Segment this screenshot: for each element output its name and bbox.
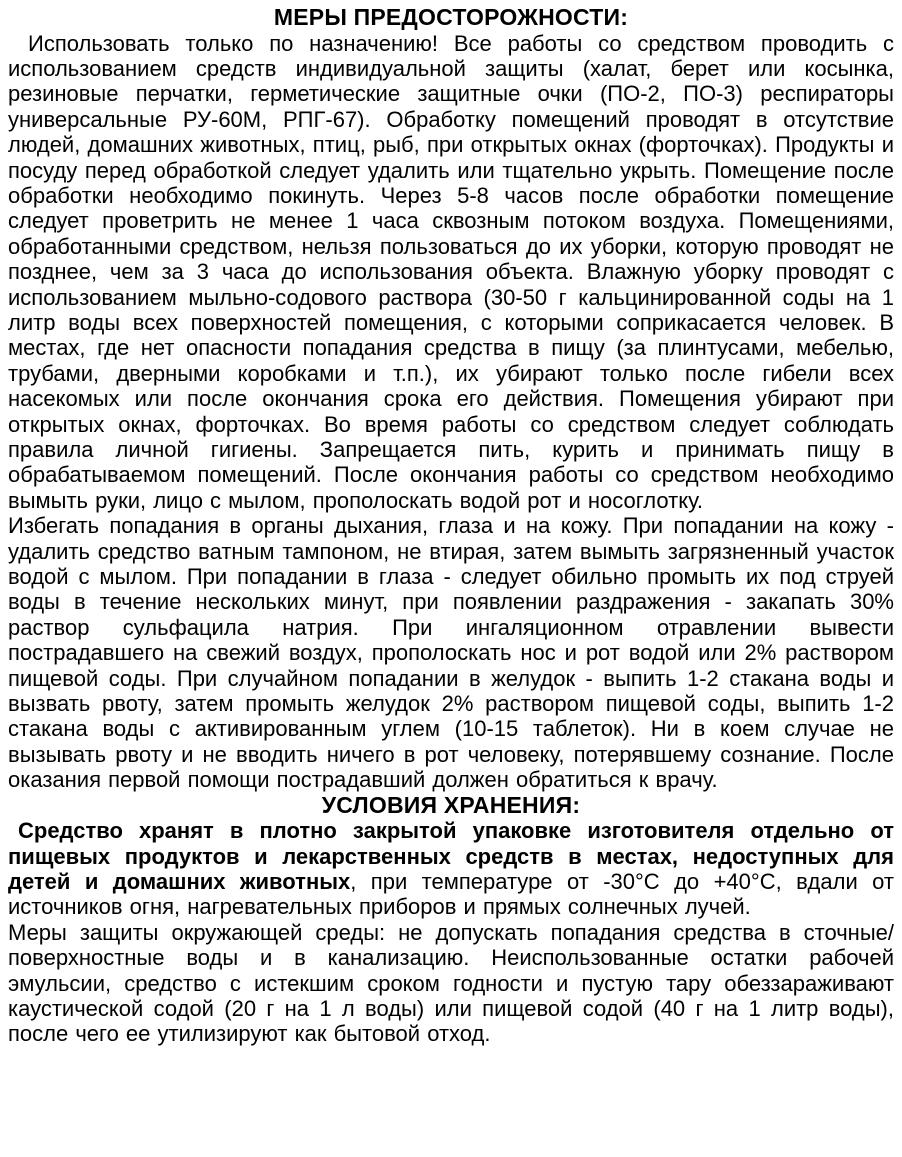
precautions-first-aid-paragraph: Избегать попадания в органы дыхания, глаза и на кожу. При попадании на кожу - удалить средство ватным тампоном, не втирая, затем вымыть загрязненный участок водой с мылом. При попадании в глаза - следует обильно промыть их под струей воды в течение нескольких минут, при появлении раздражения - закапать 30% раствор сульфацила натрия. При ингаляционном отравлении вывести пострадавшего на свежий воздух, прополоскать нос и рот водой или 2% раствором пищевой соды. При случайном попадании в желудок - выпить 1-2 стакана воды и вызвать рвоту, затем промыть желудок 2% раствором пищевой соды, выпить 1-2 стакана воды с активированным углем (10-15 таблеток). Ни в коем случае не вызывать рвоту и не вводить ничего в рот человеку, потерявшему сознание. После оказания первой помощи пострадавший должен обратиться к врачу. — [8, 513, 894, 793]
storage-heading: УСЛОВИЯ ХРАНЕНИЯ: — [321, 791, 581, 818]
storage-conditions-regular-text: , при температуре от -30°С до +40°С, вдали от источников огня, нагревательных приборов и прямых солнечных лучей. — [8, 869, 894, 920]
precautions-usage-paragraph: Использовать только по назначению! Все работы со средством проводить с использованием средств индивидуальной защиты (халат, берет или косынка, резиновые перчатки, герметические защитные очки (ПО-2, ПО-3) респираторы универсальные РУ-60М, РПГ-67). Обработку помещений проводят в отсутствие людей, домашних животных, птиц, рыб, при открытых окнах (форточках). Продукты и посуду перед обработкой следует удалить или тщательно укрыть. Помещение после обработки необходимо покинуть. Через 5-8 часов после обработки помещение следует проветрить не менее 1 часа сквозным потоком воздуха. Помещениями, обработанными средством, нельзя пользоваться до их уборки, которую проводят не позднее, чем за 3 часа до использования объекта. Влажную уборку проводят с использованием мыльно-содового раствора (30-50 г кальцинированной соды на 1 литр воды всех поверхностей помещения, с которыми соприкасается человек. В местах, где нет опасности попадания средства в пищу (за плинтусами, мебелью, трубами, дверными коробками и т.п.), их убирают только после гибели всех насекомых или после окончания срока его действия. Помещения убирают при открытых окнах, форточках. Во время работы со средством следует соблюдать правила личной гигиены. Запрещается пить, курить и принимать пищу в обрабатываемом помещений. После окончания работы со средством необходимо вымыть руки, лицо с мылом, прополоскать водой рот и носоглотку. — [8, 30, 894, 513]
precautions-heading: МЕРЫ ПРЕДОСТОРОЖНОСТИ: — [273, 4, 629, 30]
environment-protection-paragraph: Меры защиты окружающей среды: не допускать попадания средства в сточные/поверхностные воды и в канализацию. Неиспользованные остатки рабочей эмульсии, средство с истекшим сроком годности и пустую тару обеззараживают каустической содой (20 г на 1 л воды) или пищевой содой (40 г на 1 литр воды), после чего ее утилизируют как бытовой отход. — [8, 919, 894, 1047]
storage-conditions-paragraph — [8, 818, 894, 920]
storage-conditions-bold-text: Средство хранят в плотно закрытой упаковке изготовителя отдельно от пищевых продуктов и лекарственных средств в местах, недоступных для детей и домашних животных — [8, 818, 894, 894]
